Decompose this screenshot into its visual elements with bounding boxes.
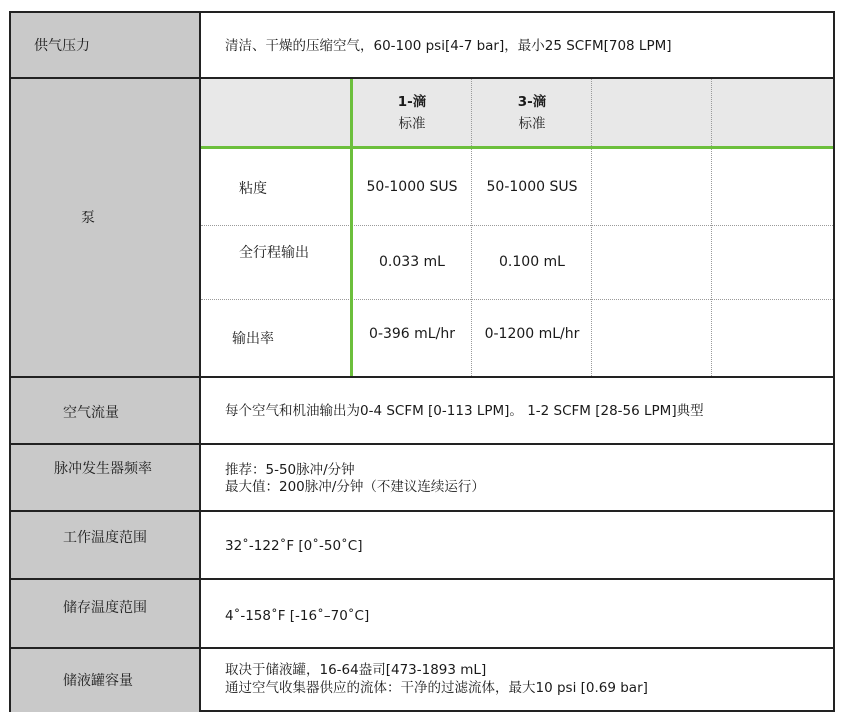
spec-table xyxy=(9,11,835,712)
row-airflow xyxy=(11,378,833,445)
row-value-cell xyxy=(201,13,833,77)
column-header-2-top: 3-滴 xyxy=(517,94,547,110)
supply-pressure-label: 供气压力 xyxy=(34,38,90,54)
airflow-value: 每个空气和机油输出为0-4 SCFM [0-113 LPM]。 1-2 SCFM [28-56 LPM]典型 xyxy=(225,403,704,419)
row-pump xyxy=(11,79,833,378)
pump-subtable xyxy=(201,79,833,376)
pump-row-name: 全行程输出 xyxy=(239,245,309,261)
row-label-cell xyxy=(11,580,201,647)
airflow-label: 空气流量 xyxy=(63,405,119,421)
row-label-cell xyxy=(11,445,201,510)
pump-row-name: 输出率 xyxy=(232,331,274,347)
storage-temperature-label: 储存温度范围 xyxy=(63,600,147,616)
column-header-1-bottom: 标准 xyxy=(398,116,426,132)
row-value-cell xyxy=(201,445,833,510)
row-label-cell xyxy=(11,79,201,376)
divider xyxy=(201,225,833,226)
column-header-1 xyxy=(362,91,462,135)
collector-fluid-text: 通过空气收集器供应的流体：干净的过滤流体，最大10 psi [0.69 bar] xyxy=(225,680,648,696)
divider xyxy=(591,79,592,376)
row-operating-temperature xyxy=(11,512,833,580)
row-supply-pressure xyxy=(11,13,833,79)
header-rule xyxy=(201,146,833,149)
pump-row-value: 0-1200 mL/hr xyxy=(484,326,580,342)
row-storage-temperature xyxy=(11,580,833,649)
divider xyxy=(471,79,472,376)
reservoir-capacity-label: 储液罐容量 xyxy=(63,673,133,689)
row-value-cell xyxy=(201,649,833,712)
pump-row-name: 粘度 xyxy=(239,181,267,197)
column-header-2-bottom: 标准 xyxy=(518,116,546,132)
row-label-cell xyxy=(11,13,201,77)
row-label-cell xyxy=(11,378,201,443)
operating-temperature-label: 工作温度范围 xyxy=(63,530,147,546)
supply-pressure-value: 清洁、干燥的压缩空气，60-100 psi[4-7 bar]，最小25 SCFM[708 LPM] xyxy=(225,38,672,54)
pump-row-value: 50-1000 SUS xyxy=(366,179,458,195)
row-label-cell xyxy=(11,512,201,578)
pump-row-value: 50-1000 SUS xyxy=(486,179,578,195)
operating-temperature-value: 32˚-122˚F [0˚-50˚C] xyxy=(225,538,363,554)
row-reservoir-capacity xyxy=(11,649,833,712)
row-pulse-frequency xyxy=(11,445,833,512)
divider xyxy=(711,79,712,376)
reservoir-capacity-text: 取决于储液罐，16-64盎司[473-1893 mL] xyxy=(225,662,487,678)
pump-label: 泵 xyxy=(81,210,95,226)
pump-row-value: 0.033 mL xyxy=(379,254,445,270)
row-value-cell xyxy=(201,512,833,578)
column-header-2 xyxy=(482,91,582,135)
column-header-1-top: 1-滴 xyxy=(397,94,427,110)
divider xyxy=(201,299,833,300)
pump-row-value: 0-396 mL/hr xyxy=(369,326,455,342)
row-value-cell xyxy=(201,580,833,647)
pump-row-value: 0.100 mL xyxy=(499,254,565,270)
pulse-recommended-text: 推荐：5-50脉冲/分钟 xyxy=(225,462,355,478)
row-label-cell xyxy=(11,649,201,712)
row-value-cell xyxy=(201,378,833,443)
pulse-maximum-text: 最大值：200脉冲/分钟（不建议连续运行） xyxy=(225,479,485,495)
pulse-frequency-label: 脉冲发生器频率 xyxy=(54,461,152,477)
storage-temperature-value: 4˚-158˚F [-16˚–70˚C] xyxy=(225,608,370,624)
